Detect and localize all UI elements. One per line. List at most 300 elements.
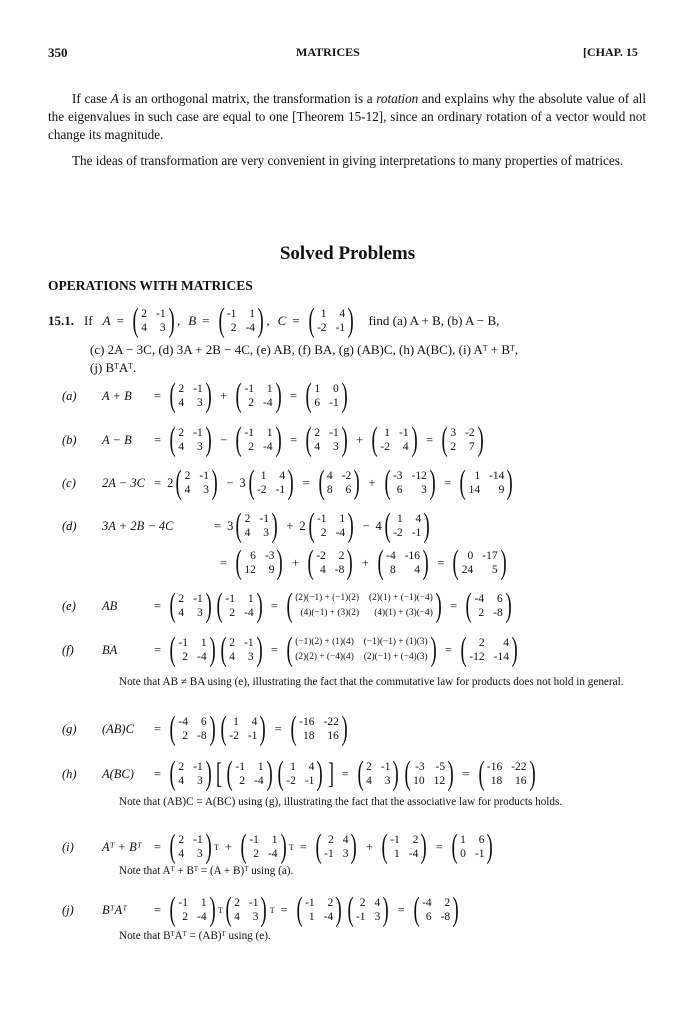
running-title: MATRICES xyxy=(296,45,360,59)
section-title: Solved Problems xyxy=(279,243,416,264)
if-word: If xyxy=(84,313,93,328)
left-paren: ( xyxy=(384,464,391,501)
matrix xyxy=(167,891,218,928)
matrix-cell: (2)(−1) + (−1)(2) xyxy=(295,593,360,603)
matrix-cell: 2 xyxy=(184,470,191,482)
part-i: (i) Aᵀ + Bᵀ = ( 2 -1 4 3 ) T + ( -1 1 2 -4 ) T = ( 2 4 -1 3 ) + ( -1 2 1 -4 ) = ( 1 6 0 -1 ) xyxy=(62,826,496,868)
matrix-cell: 8 xyxy=(389,564,396,576)
left-paren: ( xyxy=(384,507,391,544)
matrix-cell: 2 xyxy=(320,527,327,539)
matrix-cell: 1 xyxy=(260,470,267,482)
matrix-cell: -22 xyxy=(323,716,339,728)
matrix-cell: -1 xyxy=(247,730,258,742)
matrix-cell: 0 xyxy=(460,848,466,860)
matrix-cell: -1 xyxy=(329,427,339,439)
right-paren: ) xyxy=(500,544,507,581)
matrix-cell: -1 xyxy=(244,383,255,395)
matrix-cell: 2 xyxy=(178,593,185,605)
left-paren: ( xyxy=(169,891,176,928)
matrix xyxy=(238,828,289,865)
matrix-cell: 9 xyxy=(268,564,275,576)
matrix-cell: 4 xyxy=(244,527,251,539)
right-paren: ) xyxy=(275,377,282,414)
right-paren: ) xyxy=(347,302,354,339)
matrix-cell: 2 xyxy=(359,897,366,909)
matrix xyxy=(218,710,269,747)
matrix-cell: 2 xyxy=(478,607,485,619)
part-label: (g) xyxy=(62,721,77,736)
matrix-cell: 2 xyxy=(234,897,240,909)
part-b: (b) A − B = ( 2 -1 4 3 ) − ( -1 1 2 -4 ) = ( 2 -1 4 3 ) + ( 1 -1 -2 4 ) = ( 3 -2 2 7 ) xyxy=(62,420,486,460)
right-paren: ) xyxy=(411,421,418,458)
matrix-cell: -2 xyxy=(316,550,326,562)
right-paren: ) xyxy=(205,755,212,792)
matrix-cell: 3 xyxy=(196,441,203,453)
matrix-cell: -1 xyxy=(226,308,237,320)
matrix-cell: 1 xyxy=(200,897,207,909)
matrix-cell: 5 xyxy=(491,564,498,576)
matrix-cell: -3 xyxy=(264,550,275,562)
matrix-cell: 1 xyxy=(233,716,239,728)
matrix-cell: 2 xyxy=(182,911,188,923)
matrix-cell: (2)(2) + (−4)(4) xyxy=(295,652,354,662)
matrix-cell: 2 xyxy=(178,834,185,846)
matrix xyxy=(382,507,433,544)
matrix xyxy=(233,377,284,414)
matrix-C xyxy=(306,302,357,339)
matrix-cell: -8 xyxy=(440,911,451,923)
left-paren: ( xyxy=(235,507,243,544)
matrix-cell: 8 xyxy=(326,484,333,496)
left-paren: ( xyxy=(377,544,384,581)
matrix-cell: -4 xyxy=(421,897,432,909)
left-paren: ( xyxy=(169,377,176,414)
find-line-1: find (a) A + B, (b) A − B, xyxy=(368,313,500,328)
matrix xyxy=(294,891,345,928)
matrix-cell: -17 xyxy=(482,550,498,562)
part-lhs: BA xyxy=(102,642,118,657)
matrix-cell: -1 xyxy=(178,897,188,909)
left-paren: ( xyxy=(169,421,176,458)
matrix-cell: 2 xyxy=(229,637,235,649)
matrix xyxy=(233,421,284,458)
right-paren: ) xyxy=(341,377,348,414)
matrix-cell: 4 xyxy=(279,470,286,482)
matrix-cell: 4 xyxy=(339,308,346,320)
right-paren: ) xyxy=(382,891,390,928)
matrix-cell: 2 xyxy=(182,730,188,742)
right-paren: ) xyxy=(316,755,324,792)
part-label: (c) xyxy=(62,475,76,490)
matrix-cell: -8 xyxy=(196,730,207,742)
matrix-cell: -4 xyxy=(386,550,396,562)
matrix-cell: 1 xyxy=(474,470,481,482)
matrix-cell: 10 xyxy=(413,775,425,787)
left-paren: ( xyxy=(240,828,247,865)
matrix-B xyxy=(216,302,267,339)
part-j: (j) BᵀAᵀ = ( -1 1 2 -4 ) T ( 2 -1 4 3 ) T = ( -1 2 1 -4 ) ( 2 4 -1 3 ) = ( -4 2 6 -8 ) xyxy=(62,889,462,931)
note-commutative: Note that AB ≠ BA using (e), illustrating the fact that the commutative law for products does not hold in general. xyxy=(119,676,624,688)
part-f: (f) BA = ( -1 1 2 -4 ) ( 2 -1 4 3 ) = ( (−1)(2) + (1)(4) (−1)(−1) + (1)(3) (2)(2) + (−4)(4) (2)(−1) + (−4)(3) ) = ( 2 4 -12 -14 ) xyxy=(62,628,520,672)
left-paren: ( xyxy=(226,755,233,792)
left-paren: ( xyxy=(169,755,176,792)
right-paren: ) xyxy=(266,755,273,792)
matrix-cell: 1 xyxy=(314,383,321,395)
right-paren: ) xyxy=(259,710,267,747)
right-paren: ) xyxy=(271,507,278,544)
matrix-cell: -1 xyxy=(249,834,259,846)
matrix-cell: 3 xyxy=(247,651,254,663)
matrix xyxy=(218,631,265,668)
matrix-cell: 4 xyxy=(503,637,509,649)
matrix-cell: 4 xyxy=(415,513,422,525)
matrix-cell: 2 xyxy=(314,427,321,439)
left-paren: ( xyxy=(175,464,183,501)
matrix-cell: 4 xyxy=(229,651,235,663)
matrix-cell: 3 xyxy=(421,484,427,496)
matrix-cell: -4 xyxy=(178,716,188,728)
right-paren: ) xyxy=(335,891,343,928)
matrix-cell: (−1)(−1) + (1)(3) xyxy=(363,637,428,647)
matrix-cell: 4 xyxy=(251,716,258,728)
left-paren: ( xyxy=(248,464,255,501)
part-lhs: A − B xyxy=(102,432,132,447)
matrix xyxy=(223,891,270,928)
problem-number: 15.1. xyxy=(48,313,74,328)
left-paren: ( xyxy=(235,544,242,581)
matrix-cell: 6 xyxy=(314,397,321,409)
matrix-cell: 1 xyxy=(320,308,327,320)
matrix-cell: 2 xyxy=(327,834,334,846)
matrix-cell: 4 xyxy=(374,897,381,909)
right-paren: ) xyxy=(287,464,294,501)
matrix-cell: -4 xyxy=(243,607,254,619)
right-paren: ) xyxy=(423,507,431,544)
matrix-cell: 3 xyxy=(203,484,209,496)
matrix-cell: -16 xyxy=(486,761,503,773)
matrix xyxy=(167,587,214,624)
matrix-cell: 4 xyxy=(402,441,409,453)
matrix-cell: 1 xyxy=(396,513,403,525)
subsection-title: OPERATIONS WITH MATRICES xyxy=(48,278,253,293)
part-h: (h) A(BC) = ( 2 -1 4 3 ) [ ( -1 1 2 -4 ) ( 1 4 -2 -1 ) ] = ( 2 -1 4 3 ) ( -3 -5 10 12 ) = ( -16 -22 18 16 ) xyxy=(62,753,538,795)
left-paren: ( xyxy=(315,828,322,865)
matrix-cell: 1 xyxy=(308,911,315,923)
part-lhs: (AB)C xyxy=(102,721,134,736)
result-matrix xyxy=(457,464,516,501)
matrix-cell: 1 xyxy=(200,637,207,649)
left-paren: ( xyxy=(381,828,388,865)
part-lhs: A + B xyxy=(102,388,132,403)
right-paren: ) xyxy=(422,544,429,581)
matrix-cell: 6 xyxy=(425,911,432,923)
left-paren: ( xyxy=(307,544,314,581)
page-number: 350 xyxy=(48,45,68,60)
matrix-cell: 3 xyxy=(384,775,391,787)
part-label: (h) xyxy=(62,766,77,781)
left-paren: ( xyxy=(465,587,472,624)
matrix-cell: 16 xyxy=(515,775,527,787)
right-paren: ) xyxy=(209,891,216,928)
part-lhs: 3A + 2B − 4C xyxy=(102,518,174,533)
matrix-cell: -1 xyxy=(193,761,203,773)
right-paren: ) xyxy=(351,828,358,865)
matrix xyxy=(345,891,392,928)
matrix xyxy=(167,755,214,792)
matrix xyxy=(167,828,214,865)
result-matrix xyxy=(288,710,350,747)
matrix-cell: 12 xyxy=(244,564,256,576)
matrix-cell: 2 xyxy=(182,651,188,663)
matrix-cell: -1 xyxy=(304,775,315,787)
right-paren: ) xyxy=(341,710,348,747)
matrix-cell: -1 xyxy=(199,470,209,482)
matrix-cell: 4 xyxy=(308,761,315,773)
matrix-cell: 2 xyxy=(178,427,185,439)
matrix-cell: 1 xyxy=(257,761,264,773)
matrix-cell: 4 xyxy=(178,441,185,453)
right-paren: ) xyxy=(211,464,218,501)
matrix-cell: 18 xyxy=(490,775,503,787)
right-paren: ) xyxy=(275,421,282,458)
left-paren: ( xyxy=(169,828,176,865)
matrix-cell: -4 xyxy=(253,775,264,787)
right-paren: ) xyxy=(477,421,484,458)
matrix-cell: 3 xyxy=(159,322,166,334)
matrix-cell: 3 xyxy=(342,848,349,860)
matrix-cell: 3 xyxy=(196,848,203,860)
matrix xyxy=(369,421,420,458)
matrix-cell: 2 xyxy=(450,441,457,453)
matrix-cell: 6 xyxy=(200,716,207,728)
left-paren: ( xyxy=(441,421,448,458)
matrix-cell: -2 xyxy=(229,730,239,742)
right-paren: ) xyxy=(452,891,459,928)
matrix-cell: -1 xyxy=(380,761,391,773)
matrix-cell: -4 xyxy=(196,911,207,923)
matrix-cell: -2 xyxy=(316,322,327,334)
left-paren: ( xyxy=(277,755,284,792)
matrix-cell: 3 xyxy=(450,427,457,439)
right-paren: ) xyxy=(447,755,454,792)
matrix-cell: -2 xyxy=(341,470,352,482)
matrix-cell: 2 xyxy=(248,397,255,409)
matrix-cell: -1 xyxy=(225,593,235,605)
matrix-cell: 2 xyxy=(444,897,451,909)
part-lhs: 2A − 3C xyxy=(102,475,145,490)
matrix-cell: 7 xyxy=(468,441,475,453)
left-paren: ( xyxy=(357,755,364,792)
matrix-cell: -8 xyxy=(334,564,345,576)
matrix-cell: -1 xyxy=(235,761,245,773)
matrix-cell: 4 xyxy=(234,911,240,923)
matrix-cell: -16 xyxy=(404,550,421,562)
left-paren: ( xyxy=(478,755,485,792)
expansion-matrix xyxy=(284,631,439,668)
matrix-cell: 1 xyxy=(271,834,278,846)
matrix-cell: -1 xyxy=(399,427,409,439)
matrix-cell: 2 xyxy=(230,322,237,334)
matrix-cell: -3 xyxy=(415,761,425,773)
matrix xyxy=(379,828,430,865)
matrix-cell: -1 xyxy=(193,383,203,395)
matrix xyxy=(402,755,457,792)
left-paren: ( xyxy=(220,631,227,668)
matrix xyxy=(167,421,214,458)
matrix-cell: -4 xyxy=(196,651,207,663)
matrix xyxy=(355,755,402,792)
matrix-cell: -2 xyxy=(380,441,391,453)
matrix-cell: -4 xyxy=(474,593,485,605)
right-paren: ) xyxy=(256,631,263,668)
intro-text xyxy=(48,90,646,170)
matrix xyxy=(167,710,218,747)
result-matrix xyxy=(411,891,462,928)
left-paren: ( xyxy=(286,631,293,668)
matrix-cell: 2 xyxy=(338,550,345,562)
part-c: (c) 2A − 3C = 2 ( 2 -1 4 3 ) − 3 ( 1 4 -2 -1 ) = ( 4 -2 8 6 ) + ( -3 -12 6 3 ) = ( 1 -14 14 9 ) xyxy=(62,463,516,503)
matrix xyxy=(382,464,439,501)
matrix-cell: 1 xyxy=(290,761,296,773)
matrix-cell: -1 xyxy=(193,427,203,439)
right-paren: ) xyxy=(209,710,216,747)
right-paren: ) xyxy=(511,631,518,668)
matrix xyxy=(167,631,218,668)
matrix-cell: 6 xyxy=(496,593,503,605)
matrix-cell: -4 xyxy=(263,397,273,409)
matrix-cell: 2 xyxy=(141,308,148,320)
right-paren: ) xyxy=(168,302,175,339)
matrix xyxy=(306,507,357,544)
matrix-cell: -4 xyxy=(245,322,256,334)
matrix-cell: -1 xyxy=(305,897,315,909)
left-paren: ( xyxy=(216,587,223,624)
matrix-cell: (−1)(2) + (1)(4) xyxy=(295,637,354,647)
matrix-cell: -5 xyxy=(435,761,446,773)
left-paren: ( xyxy=(459,464,467,501)
matrix-cell: -12 xyxy=(469,651,485,663)
matrix-cell: 3 xyxy=(252,911,259,923)
matrix-cell: -1 xyxy=(259,513,269,525)
matrix-cell: 4 xyxy=(320,564,326,576)
left-paren: ( xyxy=(371,421,378,458)
matrix-cell: 2 xyxy=(327,897,334,909)
matrix-cell: 4 xyxy=(414,564,421,576)
matrix-cell: -1 xyxy=(178,637,188,649)
matrix-cell: 4 xyxy=(342,834,349,846)
matrix xyxy=(214,587,265,624)
expansion-matrix xyxy=(284,587,444,624)
matrix-cell: 1 xyxy=(249,308,256,320)
left-paren: ( xyxy=(308,302,315,339)
matrix-cell: -1 xyxy=(390,834,400,846)
matrix xyxy=(246,464,297,501)
matrix-cell: 4 xyxy=(178,775,185,787)
left-paren: ( xyxy=(460,631,467,668)
left-paren: ( xyxy=(169,710,176,747)
matrix-cell: -16 xyxy=(299,716,315,728)
result-matrix xyxy=(303,377,350,414)
right-paren: ) xyxy=(487,828,494,865)
left-paren: ( xyxy=(132,302,139,339)
matrix-cell: -1 xyxy=(329,397,339,409)
right-paren: ) xyxy=(209,631,216,668)
matrix-cell: 6 xyxy=(396,484,403,496)
matrix-cell: -2 xyxy=(465,427,475,439)
right-paren: ) xyxy=(205,587,212,624)
result-matrix xyxy=(439,421,486,458)
find-line-3: (j) BᵀAᵀ. xyxy=(90,360,137,375)
matrix xyxy=(316,464,363,501)
matrix-cell: -1 xyxy=(156,308,166,320)
right-paren: ) xyxy=(277,544,284,581)
matrix-cell: 2 xyxy=(178,761,185,773)
matrix-A xyxy=(130,302,177,339)
right-paren: ) xyxy=(435,587,442,624)
problem-statement: 15.1. If A = ( 2 -1 4 3 ) , B = ( -1 1 2 -4 ) , C = ( 1 4 -2 -1 ) find (a) A + B, (b) A − B, xyxy=(48,302,500,339)
matrix-cell: 1 xyxy=(394,848,400,860)
matrix-cell: -14 xyxy=(489,470,505,482)
matrix xyxy=(275,755,326,792)
part-label: (d) xyxy=(62,518,77,533)
right-paren: ) xyxy=(353,464,360,501)
left-paren: ( xyxy=(218,302,225,339)
part-label: (f) xyxy=(62,642,74,657)
right-paren: ) xyxy=(280,828,287,865)
part-label: (e) xyxy=(62,598,76,613)
left-paren: ( xyxy=(225,891,232,928)
right-paren: ) xyxy=(346,544,354,581)
left-paren: ( xyxy=(347,891,354,928)
left-paren: ( xyxy=(169,587,176,624)
note-transpose-sum: Note that Aᵀ + Bᵀ = (A + B)ᵀ using (a). xyxy=(119,865,294,877)
matrix-cell: 0 xyxy=(332,383,339,395)
matrix-cell: -4 xyxy=(263,441,273,453)
part-e: (e) AB = ( 2 -1 4 3 ) ( -1 1 2 -4 ) = ( (2)(−1) + (−1)(2) (2)(1) + (−1)(−4) (4)(−1) + (3)(2) (4)(1) + (3)(−4) ) = ( -4 6 2 -8 ) xyxy=(62,584,514,628)
matrix-cell: -4 xyxy=(335,527,346,539)
matrix-cell: -1 xyxy=(316,513,327,525)
matrix-cell: 2 xyxy=(478,637,485,649)
matrix-cell: 2 xyxy=(244,513,251,525)
part-label: (j) xyxy=(62,902,74,917)
matrix-cell: (2)(1) + (−1)(−4) xyxy=(369,593,433,603)
matrix-cell: 1 xyxy=(384,427,391,439)
matrix-cell: -1 xyxy=(243,637,254,649)
matrix-cell: -1 xyxy=(324,848,334,860)
result-matrix xyxy=(450,544,509,581)
matrix-cell: (4)(1) + (3)(−4) xyxy=(374,608,433,618)
part-g: (g) (AB)C = ( -4 6 2 -8 ) ( 1 4 -2 -1 ) = ( -16 -22 18 16 ) xyxy=(62,708,350,750)
matrix-cell: 2 xyxy=(412,834,419,846)
right-paren: ) xyxy=(429,464,436,501)
part-label: (b) xyxy=(62,432,77,447)
matrix-cell: 4 xyxy=(314,441,321,453)
matrix-cell: 1 xyxy=(266,383,273,395)
matrix-cell: 2 xyxy=(229,607,235,619)
part-label: (a) xyxy=(62,388,77,403)
matrix xyxy=(305,544,356,581)
right-paren: ) xyxy=(393,755,400,792)
matrix-cell: 4 xyxy=(141,322,148,334)
matrix xyxy=(167,377,214,414)
matrix-cell: -1 xyxy=(193,834,203,846)
matrix-cell: (4)(−1) + (3)(2) xyxy=(300,608,360,618)
right-paren: ) xyxy=(341,421,348,458)
matrix-cell: -4 xyxy=(267,848,278,860)
matrix-cell: 6 xyxy=(345,484,352,496)
right-paren: ) xyxy=(261,891,268,928)
left-paren: ( xyxy=(286,587,293,624)
